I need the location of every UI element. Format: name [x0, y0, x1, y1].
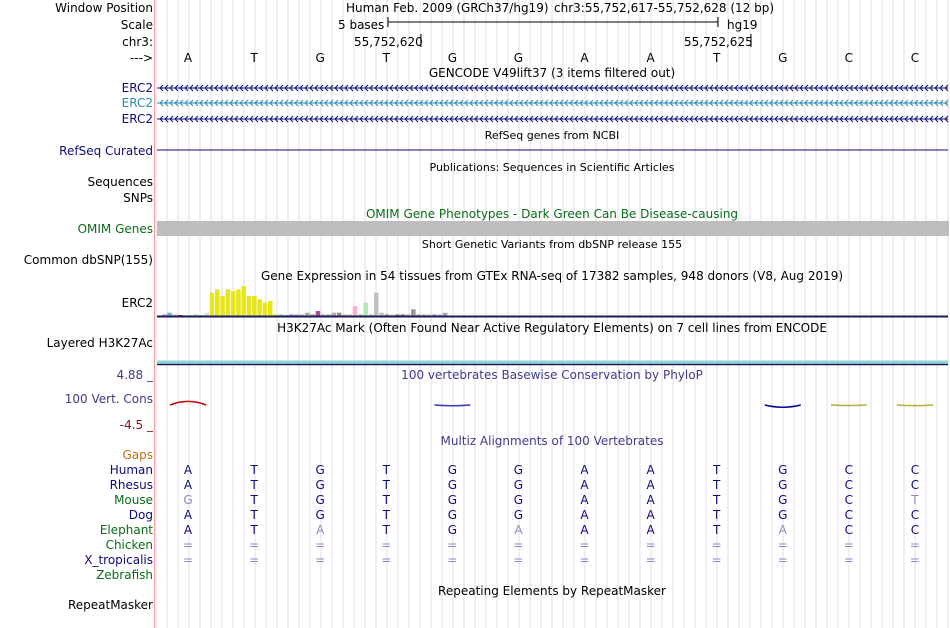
alignment-base: T [250, 478, 258, 492]
alignment-base: G [315, 463, 325, 477]
alignment-base: G [315, 493, 325, 507]
alignment-base: = [645, 538, 656, 552]
alignment-base: G [183, 493, 193, 507]
species-label[interactable]: Chicken [105, 538, 153, 552]
alignment-base: = [711, 538, 722, 552]
alignment-base: G [447, 478, 458, 492]
omim-track-title: OMIM Gene Phenotypes - Dark Green Can Be Disease-causing [365, 207, 739, 221]
alignment-base: G [447, 493, 458, 507]
sequences-label[interactable]: Sequences [87, 175, 153, 189]
alignment-base: = [777, 538, 788, 552]
alignment-base: = [513, 538, 524, 552]
alignment-base: T [382, 508, 390, 522]
gencode-track-title: GENCODE V49lift37 (3 items filtered out) [428, 66, 676, 80]
gencode-erc2-2-label[interactable]: ERC2 [121, 96, 153, 110]
alignment-base: A [580, 493, 589, 507]
alignment-base: = [381, 538, 392, 552]
alignment-base: T [250, 493, 258, 507]
alignment-base: T [713, 523, 721, 537]
alignment-base: C [910, 508, 920, 522]
alignment-base: = [909, 553, 920, 567]
alignment-base: = [909, 538, 920, 552]
species-label[interactable]: Human [109, 463, 153, 477]
gtex-bar [263, 303, 268, 316]
phylop-dip [897, 405, 933, 406]
refseq-curated-label[interactable]: RefSeq Curated [59, 144, 153, 158]
alignment-base: C [844, 523, 854, 537]
alignment-base: G [778, 478, 788, 492]
species-label[interactable]: Elephant [99, 523, 153, 537]
gtex-bar [411, 309, 416, 316]
alignment-base: C [844, 478, 854, 492]
alignment-base: = [315, 553, 326, 567]
phylop-peak [170, 401, 206, 405]
alignment-base: A [646, 493, 655, 507]
gencode-erc2-3-label[interactable]: ERC2 [121, 112, 153, 126]
alignment-base: G [315, 508, 325, 522]
alignment-base: A [778, 523, 787, 537]
assembly-title: Human Feb. 2009 (GRCh37/hg19) [346, 1, 549, 15]
alignment-base: T [713, 508, 721, 522]
alignment-base: C [910, 463, 920, 477]
species-label[interactable]: Rhesus [109, 478, 153, 492]
publications-track-title: Publications: Sequences in Scientific Articles [429, 161, 675, 174]
omim-bar [157, 221, 949, 236]
gtex-bar [353, 306, 358, 316]
alignment-base: = [315, 538, 326, 552]
alignment-base: T [713, 493, 721, 507]
scale-db: hg19 [727, 18, 758, 32]
alignment-base: A [646, 478, 655, 492]
base-letter: A [580, 51, 589, 65]
phylop-track-title: 100 vertebrates Basewise Conservation by PhyloP [401, 368, 703, 382]
alignment-base: C [910, 478, 920, 492]
alignment-base: = [249, 553, 260, 567]
gtex-bar [316, 311, 321, 316]
alignment-base: G [513, 463, 524, 477]
base-letter: G [778, 51, 788, 65]
alignment-base: = [381, 553, 392, 567]
alignment-base: T [713, 478, 721, 492]
h3k27ac-label[interactable]: Layered H3K27Ac [46, 336, 153, 350]
gtex-bar [268, 301, 273, 316]
alignment-base: = [249, 538, 260, 552]
alignment-base: G [513, 493, 524, 507]
alignment-base: A [646, 508, 655, 522]
alignment-base: A [183, 523, 193, 537]
alignment-base: A [646, 463, 655, 477]
species-label[interactable]: Dog [128, 508, 153, 522]
alignment-base: G [447, 463, 458, 477]
alignment-base: = [777, 553, 788, 567]
gtex-bar [257, 299, 262, 316]
alignment-base: T [250, 523, 258, 537]
alignment-base: = [513, 553, 524, 567]
gtex-bar [247, 296, 252, 316]
strand-arrow-label: ---> [129, 51, 153, 65]
gtex-gene-label[interactable]: ERC2 [121, 296, 153, 310]
alignment-base: A [514, 523, 523, 537]
alignment-base: T [382, 463, 390, 477]
gtex-bar [215, 289, 220, 316]
phylop-dip [434, 405, 470, 406]
base-letter: A [183, 51, 193, 65]
base-letter: A [646, 51, 655, 65]
alignment-base: A [580, 478, 589, 492]
alignment-base: C [844, 463, 854, 477]
alignment-base: T [911, 493, 919, 507]
alignment-base: C [844, 493, 854, 507]
alignment-base: A [183, 478, 193, 492]
base-letter: C [844, 51, 854, 65]
alignment-base: G [315, 478, 325, 492]
alignment-base: C [910, 523, 920, 537]
base-letter: C [910, 51, 920, 65]
alignment-base: = [183, 538, 194, 552]
base-letter: G [513, 51, 524, 65]
alignment-base: T [713, 463, 721, 477]
alignment-base: G [778, 463, 788, 477]
base-letter: G [315, 51, 325, 65]
base-letter: T [713, 51, 721, 65]
alignment-base: = [447, 553, 458, 567]
gtex-bar [226, 289, 231, 316]
base-letter: G [447, 51, 458, 65]
h3k27ac-track-title: H3K27Ac Mark (Often Found Near Active Regulatory Elements) on 7 cell lines from ENCODE [277, 321, 827, 335]
alignment-base: G [778, 493, 788, 507]
gtex-bar [236, 289, 241, 316]
alignment-base: A [316, 523, 325, 537]
alignment-base: A [580, 508, 589, 522]
cons-track-label[interactable]: 100 Vert. Cons [64, 392, 153, 406]
gtex-bar [210, 293, 215, 316]
alignment-base: G [447, 508, 458, 522]
alignment-base: A [580, 523, 589, 537]
base-letter: T [382, 51, 390, 65]
alignment-base: = [579, 553, 590, 567]
gtex-bar [220, 296, 225, 316]
alignment-base: T [250, 508, 258, 522]
coord-tick-1: 55,752,620 [354, 35, 423, 49]
alignment-base: = [447, 538, 458, 552]
alignment-base: C [844, 508, 854, 522]
gaps-label[interactable]: Gaps [122, 448, 153, 462]
gtex-bar [231, 291, 236, 316]
dbsnp-label[interactable]: Common dbSNP(155) [23, 253, 153, 267]
alignment-base: T [250, 463, 258, 477]
dbsnp-track-title: Short Genetic Variants from dbSNP release 155 [421, 238, 683, 251]
alignment-base: T [382, 523, 390, 537]
alignment-base: G [513, 478, 524, 492]
alignment-base: = [579, 538, 590, 552]
alignment-base: A [580, 463, 589, 477]
alignment-base: = [843, 538, 854, 552]
alignment-base: = [711, 553, 722, 567]
alignment-base: G [513, 508, 524, 522]
species-label[interactable]: Mouse [114, 493, 153, 507]
alignment-base: A [183, 463, 193, 477]
gtex-bar [363, 303, 368, 316]
alignment-base: A [646, 523, 655, 537]
base-letter: T [250, 51, 258, 65]
window-position-label: Window Position [55, 1, 153, 15]
position-readout: chr3:55,752,617-55,752,628 (12 bp) [554, 1, 775, 15]
cons-min-label: -4.5 _ [119, 418, 153, 432]
alignment-base: = [183, 553, 194, 567]
scale-text: 5 bases [338, 18, 385, 32]
alignment-base: G [447, 523, 458, 537]
gtex-bar [252, 296, 257, 316]
gencode-erc2-1-label[interactable]: ERC2 [121, 81, 153, 95]
coord-tick-2: 55,752,625 [684, 35, 753, 49]
alignment-base: G [778, 508, 788, 522]
gtex-track-title: Gene Expression in 54 tissues from GTEx RNA-seq of 17382 samples, 948 donors (V8, Aug 2019) [260, 269, 844, 283]
alignment-base: T [382, 493, 390, 507]
omim-genes-label[interactable]: OMIM Genes [77, 222, 153, 236]
refseq-track-title: RefSeq genes from NCBI [484, 129, 620, 142]
alignment-base: A [183, 508, 193, 522]
alignment-base: = [843, 553, 854, 567]
repeatmasker-label[interactable]: RepeatMasker [67, 598, 153, 612]
repeatmasker-track-title: Repeating Elements by RepeatMasker [438, 584, 666, 598]
chr-label: chr3: [122, 35, 153, 49]
snps-label[interactable]: SNPs [123, 191, 153, 205]
multiz-track-title: Multiz Alignments of 100 Vertebrates [440, 434, 664, 448]
species-label[interactable]: Zebrafish [96, 568, 153, 582]
scale-label: Scale [120, 18, 153, 32]
gtex-bar [374, 293, 379, 316]
species-label[interactable]: X_tropicalis [84, 553, 153, 567]
cons-max-label: 4.88 _ [116, 368, 153, 382]
alignment-base: = [645, 553, 656, 567]
gtex-bar [242, 286, 247, 316]
alignment-base: T [382, 478, 390, 492]
